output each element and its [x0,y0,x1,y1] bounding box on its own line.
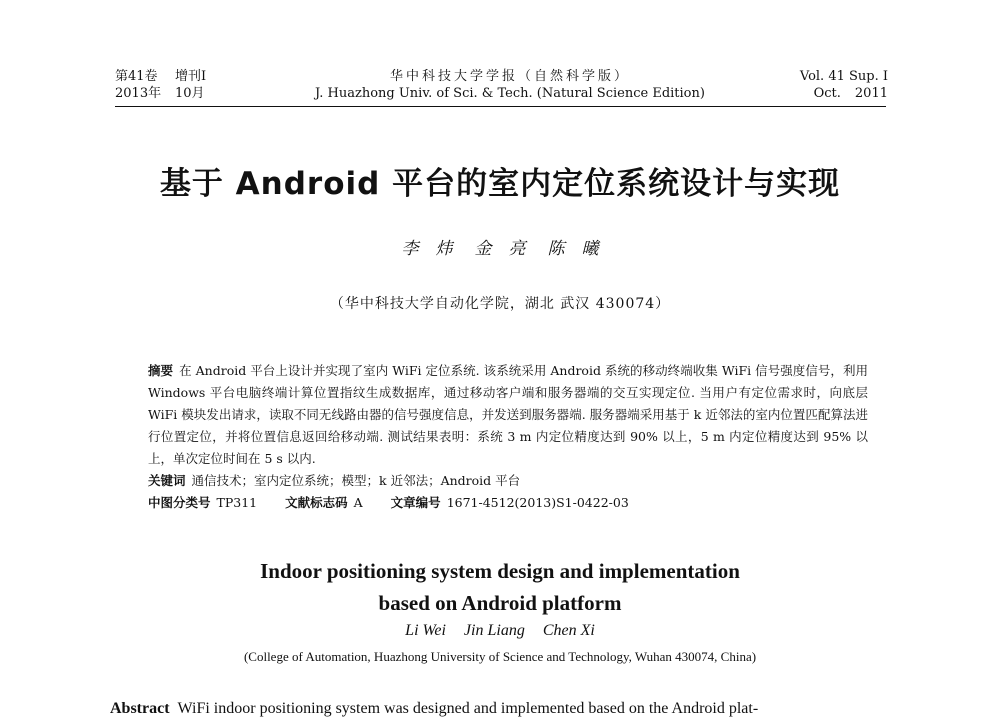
paper-title-en-line1: Indoor positioning system design and implementation [260,559,740,583]
affiliation-cn: （华中科技大学自动化学院，湖北 武汉 430074） [329,296,671,312]
keywords-cn [148,470,868,492]
year-en: 2011 [854,86,888,101]
journal-title-cn: 华中科技大学学报（自然科学版） [389,69,630,84]
abstract-en [110,698,890,720]
clc-label: 中图分类号 [148,495,211,510]
abstract-cn [148,360,868,470]
year: 2013年 [115,86,162,101]
keywords-cn-label: 关键词 [148,473,186,488]
running-header-center [300,68,720,102]
running-header-right [800,68,888,102]
month-en: Oct. [813,86,841,101]
paper-title-en-line2: based on Android platform [378,591,622,615]
author-cn: 陈 曦 [547,239,599,259]
abstract-en-label: Abstract [110,700,170,717]
abstract-en-text: WiFi indoor positioning system was designed and implemented based on the Android plat- [177,700,759,717]
abstract-cn-block [148,360,868,514]
abstract-cn-label: 摘要 [148,363,174,378]
running-header-left [115,68,206,102]
authors-cn [0,234,1000,259]
volume-en: Vol. 41 Sup. Ⅰ [799,69,888,84]
article-number-label: 文章编号 [390,495,441,510]
clc-value: TP311 [216,495,258,510]
authors-en [0,622,1000,640]
journal-title-en: J. Huazhong Univ. of Sci. & Tech. (Natural Science Edition) [315,86,705,101]
doc-code-label: 文献标志码 [285,495,348,510]
abstract-cn-text: 在 Android 平台上设计并实现了室内 WiFi 定位系统. 该系统采用 Android 系统的移动终端收集 WiFi 信号强度信号，利用 Windows 平台电脑终端计算位置指纹生成数据库，通过移动客户端和服务器端的交互实现定位. 当用户有定位需求时，向底层 WiFi 模块发出请求，读取不同无线路由器的信号强度信息，并发送到服务器端. 服务器端采用基于 k 近邻法的室内位置匹配算法进行位置定位，并将位置信息返回给移动端. 测试结果表明：系统 3 m 内定位精度达到 90% 以上，5 m 内定位精度达到 95% 以上，单次定位时间在 5 s 以内. [148,363,868,466]
paper-title-en [0,555,1000,619]
article-number-value: 1671-4512(2013)S1-0422-03 [446,495,629,510]
paper-title-cn: 基于 Android 平台的室内定位系统设计与实现 [159,166,841,202]
issue: 增刊Ⅰ [175,69,207,84]
author-en: Chen Xi [542,622,595,639]
author-en: Li Wei [405,622,446,639]
header-rule [115,106,886,107]
keywords-cn-text: 通信技术；室内定位系统；模型；k 近邻法；Android 平台 [191,473,521,488]
doc-code-value: A [353,495,363,510]
author-cn: 金 亮 [474,239,526,259]
author-en: Jin Liang [463,622,525,639]
month: 10月 [175,86,205,101]
classification-line [148,492,868,514]
affiliation-en: (College of Automation, Huazhong University of Science and Technology, Wuhan 430074, China) [243,649,757,664]
volume: 第41卷 [115,69,158,84]
author-cn: 李 炜 [401,239,453,259]
